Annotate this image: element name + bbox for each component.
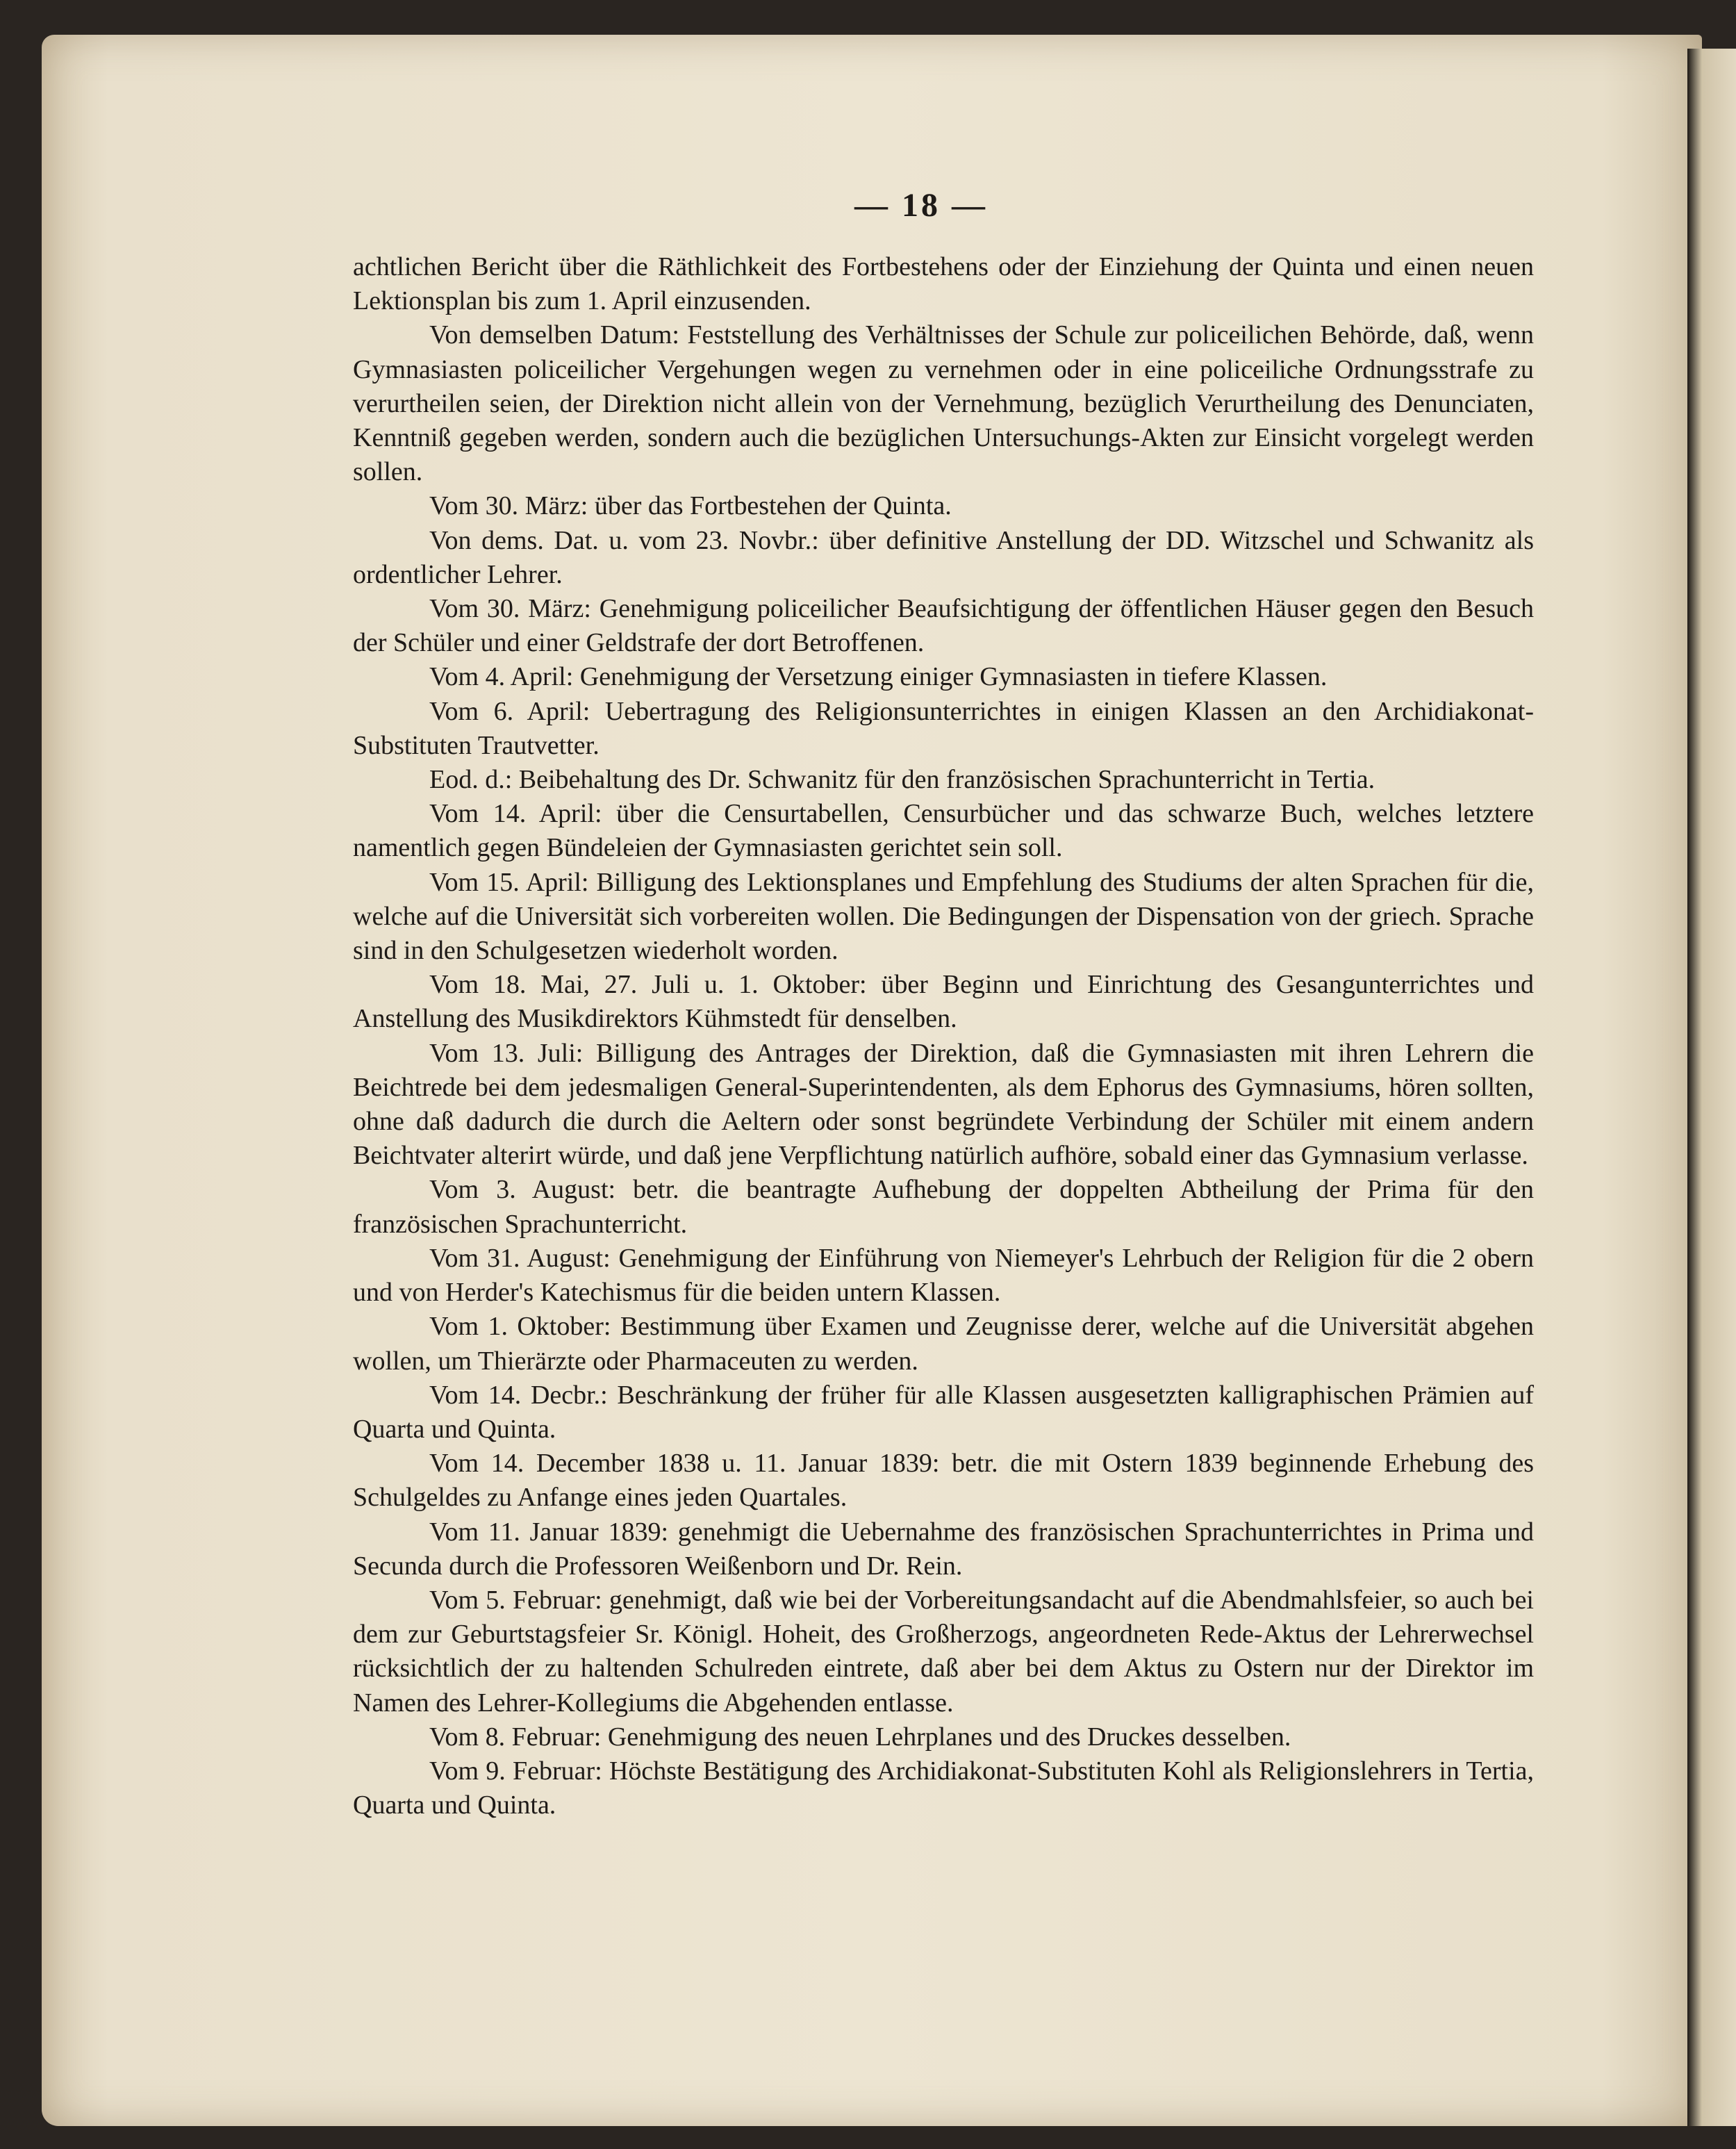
paragraph: Vom 30. März: über das Fortbestehen der Quinta. bbox=[429, 491, 952, 521]
adjacent-page-edge bbox=[1687, 49, 1736, 2126]
paragraph: Eod. d.: Beibehaltung des Dr. Schwanitz für den französischen Sprachunterricht in Tertia. bbox=[429, 765, 1375, 795]
paragraph: Vom 9. Februar: Höchste Bestätigung des Archidiakonat-Substituten Kohl als Religionslehrers in Tertia, Quarta und Quinta. bbox=[353, 1756, 1534, 1820]
paragraph: Vom 14. April: über die Censurtabellen, Censurbücher und das schwarze Buch, welches letztere namentlich gegen Bündeleien der Gymnasiasten gerichtet sein soll. bbox=[353, 799, 1534, 863]
paragraph: Von demselben Datum: Feststellung des Verhältnisses der Schule zur policeilichen Behörde, daß, wenn Gymnasiasten policeilicher Vergehungen wegen zu vernehmen oder in eine policeiliche Ordnungsstrafe zu verurtheilen seien, der Direktion nicht allein von der Vernehmung, bezüglich Verurtheilung des Denunciaten, Kenntniß gegeben werden, sondern auch die bezüglichen Untersuchungs-Akten zur Einsicht vorgelegt werden sollen. bbox=[353, 320, 1534, 487]
paragraph: Vom 18. Mai, 27. Juli u. 1. Oktober: über Beginn und Einrichtung des Gesangunterrichtes und Anstellung des Musikdirektors Kühmstedt für denselben. bbox=[353, 970, 1534, 1034]
paragraph: Vom 4. April: Genehmigung der Versetzung einiger Gymnasiasten in tiefere Klassen. bbox=[429, 662, 1328, 692]
paragraph: Vom 13. Juli: Billigung des Antrages der Direktion, daß die Gymnasiasten mit ihren Lehrern die Beichtrede bei dem jedesmaligen General-Superintendenten, als dem Ephorus des Gymnasiums, hören sollten, ohne daß dadurch die durch die Aeltern oder sonst begründete Verbindung der Schüler mit einem andern Beichtvater alterirt würde, und daß jene Verpflichtung natürlich aufhöre, sobald einer das Gymnasium verlasse. bbox=[353, 1038, 1534, 1171]
paragraph: Vom 14. December 1838 u. 11. Januar 1839: betr. die mit Ostern 1839 beginnende Erhebung des Schulgeldes zu Anfange eines jeden Quartales. bbox=[353, 1449, 1534, 1513]
paragraph: Vom 31. August: Genehmigung der Einführung von Niemeyer's Lehrbuch der Religion für die 2 obern und von Herder's Katechismus für die beiden untern Klassen. bbox=[353, 1243, 1534, 1308]
paragraph: Vom 5. Februar: genehmigt, daß wie bei der Vorbereitungsandacht auf die Abendmahlsfeier, so auch bei dem zur Geburtstagsfeier Sr. Königl. Hoheit, des Großherzogs, angeordneten Rede-Aktus der Lehrerwechsel rücksichtlich der zu haltenden Schulreden eintrete, daß aber bei dem Aktus zu Ostern nur der Direktor im Namen des Lehrer-Kollegiums die Abgehenden entlasse. bbox=[353, 1585, 1534, 1718]
paragraph: Vom 3. August: betr. die beantragte Aufhebung der doppelten Abtheilung der Prima für den französischen Sprachunterricht. bbox=[353, 1175, 1534, 1239]
page-body bbox=[353, 250, 1534, 1822]
paragraph: Vom 1. Oktober: Bestimmung über Examen und Zeugnisse derer, welche auf die Universität abgehen wollen, um Thierärzte oder Pharmaceuten zu werden. bbox=[353, 1312, 1534, 1376]
paragraph: Vom 15. April: Billigung des Lektionsplanes und Empfehlung des Studiums der alten Sprachen für die, welche auf die Universität sich vorbereiten wollen. Die Bedingungen der Dispensation von der griech. Sprache sind in den Schulgesetzen wiederholt worden. bbox=[353, 867, 1534, 966]
paragraph: Vom 30. März: Genehmigung policeilicher Beaufsichtigung der öffentlichen Häuser gegen den Besuch der Schüler und einer Geldstrafe der dort Betroffenen. bbox=[353, 594, 1534, 658]
paragraph: Vom 8. Februar: Genehmigung des neuen Lehrplanes und des Druckes desselben. bbox=[429, 1722, 1291, 1752]
paragraph: Vom 14. Decbr.: Beschränkung der früher für alle Klassen ausgesetzten kalligraphischen Prämien auf Quarta und Quinta. bbox=[353, 1380, 1534, 1444]
page-number: — 18 — bbox=[854, 187, 988, 224]
paragraph: Von dems. Dat. u. vom 23. Novbr.: über definitive Anstellung der DD. Witzschel und Schwanitz als ordentlicher Lehrer. bbox=[353, 525, 1534, 589]
paragraph: Vom 6. April: Uebertragung des Religionsunterrichtes in einigen Klassen an den Archidiakonat-Substituten Trautvetter. bbox=[353, 696, 1534, 760]
paragraph: achtlichen Bericht über die Räthlichkeit des Fortbestehens oder der Einziehung der Quinta und einen neuen Lektionsplan bis zum 1. April einzusenden. bbox=[353, 252, 1534, 316]
paragraph: Vom 11. Januar 1839: genehmigt die Uebernahme des französischen Sprachunterrichtes in Prima und Secunda durch die Professoren Weißenborn und Dr. Rein. bbox=[353, 1517, 1534, 1581]
